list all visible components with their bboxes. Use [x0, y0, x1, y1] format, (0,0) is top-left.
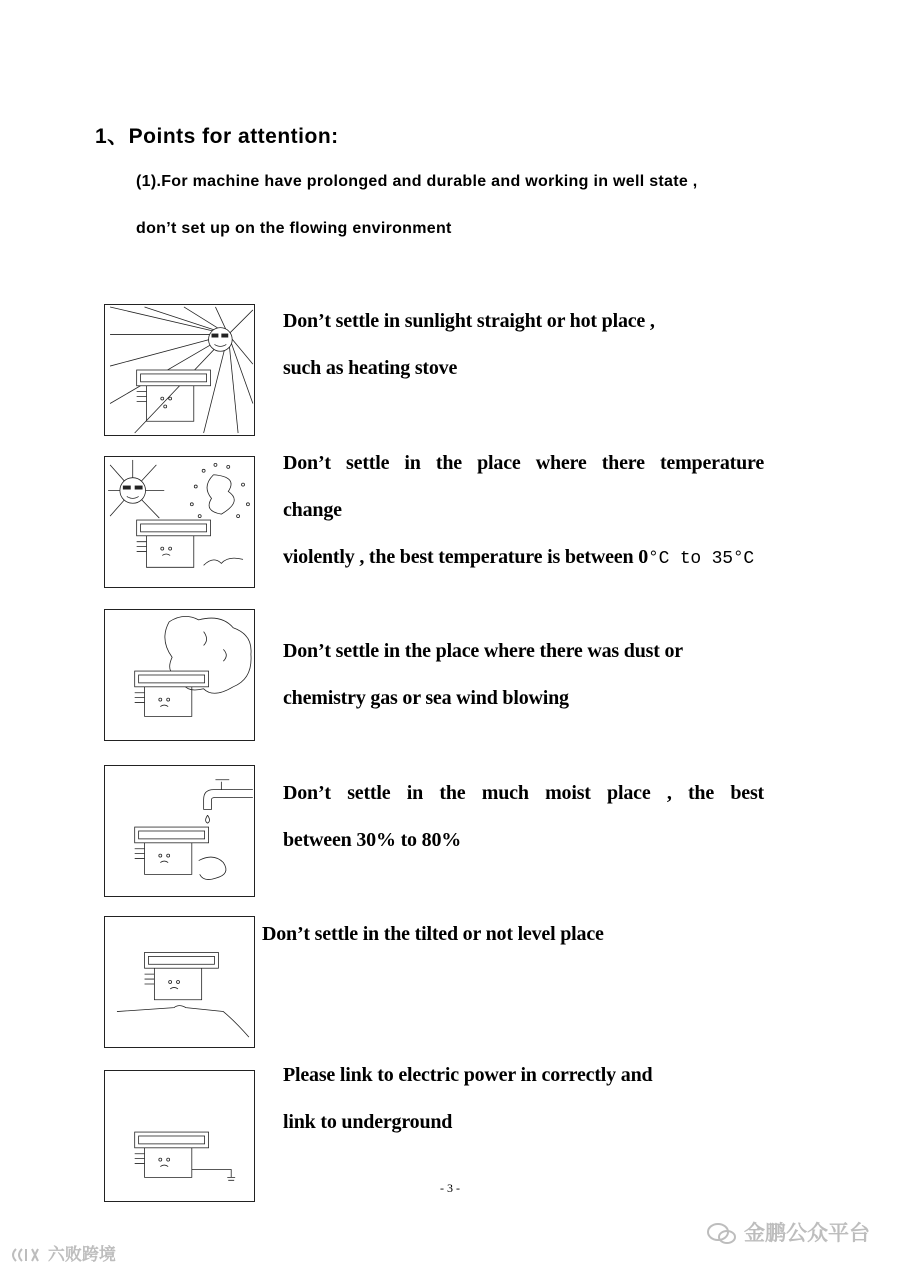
page-number: - 3 - [440, 1181, 460, 1195]
temperature-range: °C to 35°C [648, 549, 755, 569]
sun-machine-icon [105, 305, 254, 435]
sun-snow-machine-icon [105, 457, 254, 587]
cloud-machine-icon [105, 610, 254, 740]
brand-logo-icon [8, 1246, 42, 1264]
item-2-line-3-text: violently , the best temperature is between 0 [283, 546, 649, 568]
item-3-line-1: Don’t settle in the place where there was dust or [283, 640, 683, 662]
intro-line-2: don’t set up on the flowing environment [136, 220, 452, 237]
item-4-line-2: between 30% to 80% [283, 829, 462, 851]
dust-gas-illustration [104, 609, 255, 741]
item-1-line-2: such as heating stove [283, 357, 458, 379]
item-6-line-1: Please link to electric power in correctly and [283, 1064, 653, 1086]
watermark-right [707, 1217, 870, 1247]
watermark-left-text: 六败跨境 [47, 1245, 116, 1265]
tilted-machine-icon [105, 917, 254, 1047]
item-2-line-2: change [283, 499, 342, 521]
moisture-illustration [104, 765, 255, 897]
item-1-line-1: Don’t settle in sunlight straight or hot place , [283, 310, 655, 332]
temperature-illustration [104, 456, 255, 588]
item-2-line-1: Don’t settle in the place where there temperature [283, 452, 764, 474]
watermark-right-text: 金鹏公众平台 [744, 1221, 870, 1245]
intro-line-1: (1).For machine have prolonged and durable and working in well state , [136, 173, 698, 190]
item-5-line-1: Don’t settle in the tilted or not level place [262, 923, 604, 945]
item-2-line-3 [283, 546, 754, 569]
item-6-line-2: link to underground [283, 1111, 453, 1133]
faucet-machine-icon [105, 766, 254, 896]
sunlight-illustration [104, 304, 255, 436]
tilted-illustration [104, 916, 255, 1048]
wechat-icon [707, 1222, 737, 1246]
item-4-line-1: Don’t settle in the much moist place , the best [283, 782, 764, 804]
item-3-line-2: chemistry gas or sea wind blowing [283, 687, 569, 709]
watermark-left [8, 1240, 116, 1265]
section-heading: 1、Points for attention: [95, 125, 339, 148]
